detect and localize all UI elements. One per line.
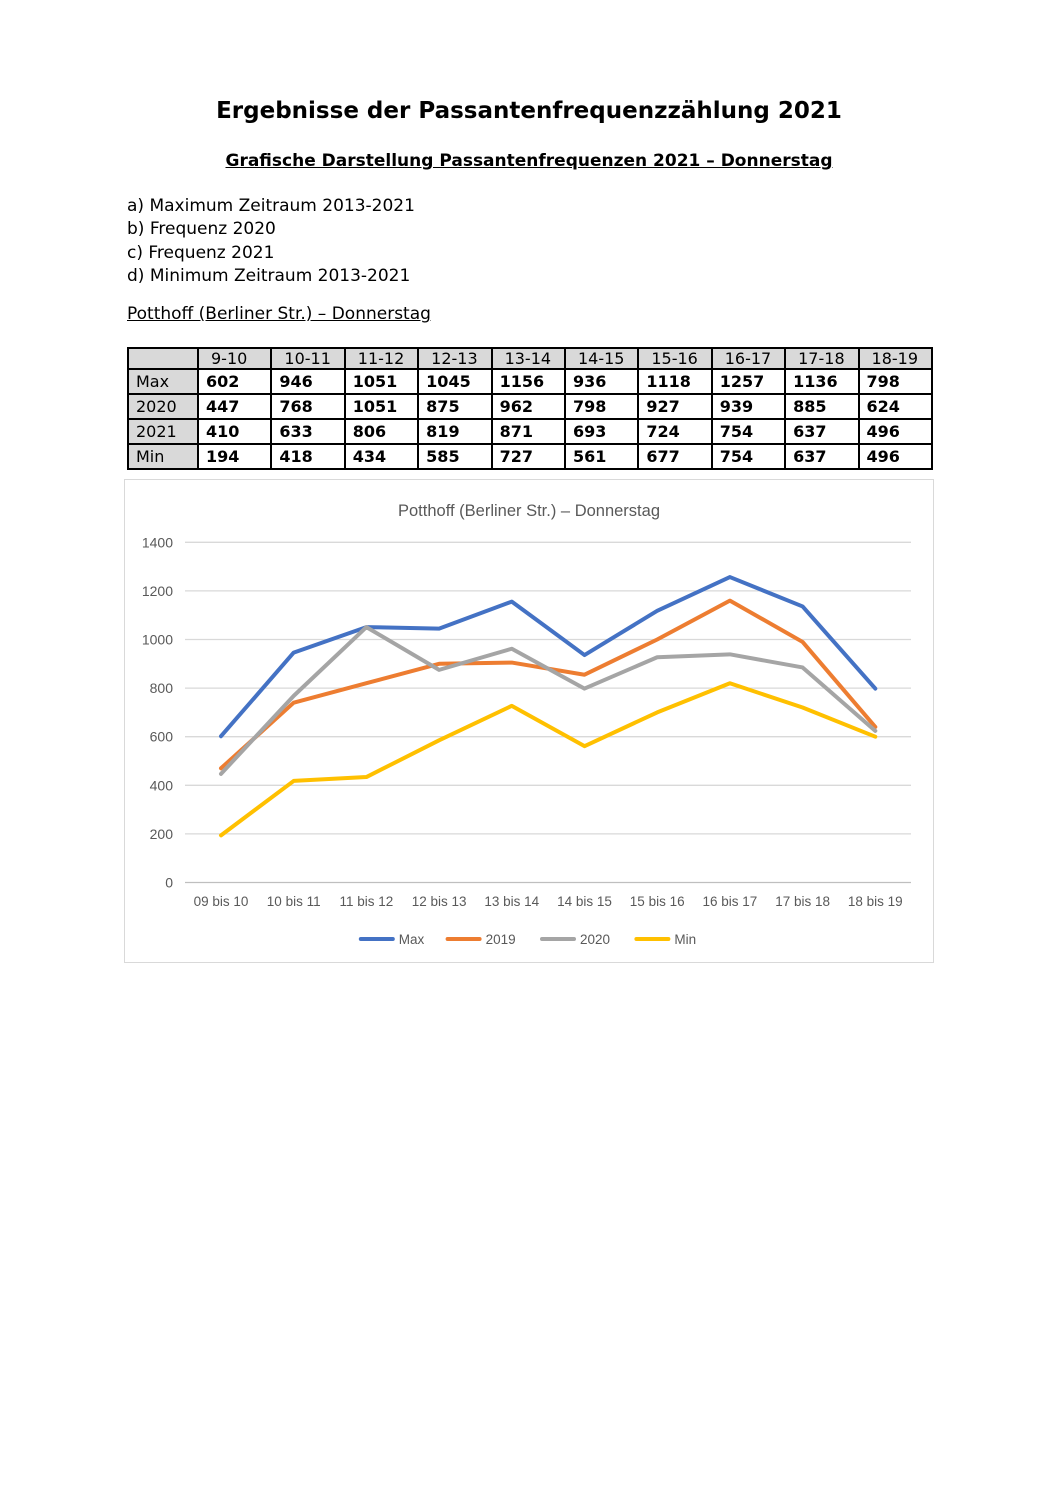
table-cell: 194	[198, 444, 271, 469]
x-tick-label: 14 bis 15	[557, 894, 612, 909]
table-cell: 1136	[785, 369, 858, 394]
chart-y-axis	[142, 534, 173, 890]
x-tick-label: 15 bis 16	[629, 894, 685, 909]
table-row-label: Max	[128, 369, 198, 394]
table-column-header: 9-10	[198, 348, 271, 369]
table-cell: 561	[565, 444, 638, 469]
x-tick-label: 13 bis 14	[484, 894, 540, 909]
table-cell: 754	[712, 444, 785, 469]
table-row-2020	[128, 394, 932, 419]
table-cell: 1051	[345, 369, 418, 394]
table-cell: 936	[565, 369, 638, 394]
y-tick-label: 1200	[141, 582, 173, 599]
table-header	[128, 348, 932, 369]
table-cell: 819	[418, 419, 491, 444]
y-tick-label: 1400	[141, 534, 173, 551]
table-cell: 927	[638, 394, 711, 419]
table-cell: 585	[418, 444, 491, 469]
table-cell: 624	[859, 394, 932, 419]
list-item-a: a) Maximum Zeitraum 2013-2021	[127, 196, 415, 216]
x-tick-label: 09 bis 10	[193, 894, 249, 909]
page-title: Ergebnisse der Passantenfrequenzzählung 2021	[216, 98, 842, 124]
table-cell: 768	[271, 394, 344, 419]
line-chart	[124, 479, 934, 963]
table-cell: 1156	[492, 369, 565, 394]
chart-gridlines	[185, 542, 911, 882]
table-corner-cell	[128, 348, 198, 369]
table-cell: 798	[565, 394, 638, 419]
table-cell: 875	[418, 394, 491, 419]
table-cell: 798	[859, 369, 932, 394]
table-header-row	[128, 348, 932, 369]
table-cell: 633	[271, 419, 344, 444]
table-column-header: 12-13	[418, 348, 491, 369]
y-tick-label: 400	[149, 777, 173, 794]
section-heading: Potthoff (Berliner Str.) – Donnerstag	[127, 304, 431, 324]
table-row-label: 2021	[128, 419, 198, 444]
series-line-min	[221, 683, 875, 835]
table-cell: 677	[638, 444, 711, 469]
legend-label-2019: 2019	[485, 932, 516, 947]
table-cell: 946	[271, 369, 344, 394]
table-cell: 434	[345, 444, 418, 469]
y-tick-label: 1000	[141, 631, 173, 648]
table-cell: 871	[492, 419, 565, 444]
table-column-header: 18-19	[859, 348, 932, 369]
table-cell: 727	[492, 444, 565, 469]
x-tick-label: 11 bis 12	[339, 894, 394, 909]
y-tick-label: 0	[165, 874, 173, 891]
table-cell: 1051	[345, 394, 418, 419]
table-column-header: 14-15	[565, 348, 638, 369]
table-cell: 602	[198, 369, 271, 394]
series-line-2019	[221, 601, 875, 769]
x-tick-label: 18 bis 19	[847, 894, 903, 909]
series-description-list	[127, 195, 415, 288]
table-column-header: 13-14	[492, 348, 565, 369]
x-tick-label: 12 bis 13	[411, 894, 467, 909]
table-column-header: 17-18	[785, 348, 858, 369]
table-cell: 1045	[418, 369, 491, 394]
chart-legend	[361, 932, 696, 947]
legend-label-min: Min	[674, 932, 697, 947]
x-tick-label: 17 bis 18	[775, 894, 830, 909]
table-cell: 447	[198, 394, 271, 419]
table-cell: 1118	[638, 369, 711, 394]
table-cell: 693	[565, 419, 638, 444]
frequency-table	[127, 347, 933, 470]
table-column-header: 11-12	[345, 348, 418, 369]
table-cell: 637	[785, 444, 858, 469]
table-row-max	[128, 369, 932, 394]
series-line-max	[221, 577, 875, 736]
table-cell: 637	[785, 419, 858, 444]
table-cell: 496	[859, 419, 932, 444]
x-tick-label: 16 bis 17	[702, 894, 758, 909]
table-row-2021	[128, 419, 932, 444]
table-cell: 806	[345, 419, 418, 444]
table-cell: 754	[712, 419, 785, 444]
table-cell: 1257	[712, 369, 785, 394]
legend-label-max: Max	[398, 932, 425, 947]
table-row-label: Min	[128, 444, 198, 469]
table-body	[128, 369, 932, 469]
y-tick-label: 600	[149, 728, 173, 745]
table-cell: 885	[785, 394, 858, 419]
y-tick-label: 200	[149, 825, 173, 842]
table-column-header: 15-16	[638, 348, 711, 369]
table-cell: 410	[198, 419, 271, 444]
table-cell: 962	[492, 394, 565, 419]
chart-series	[221, 577, 875, 835]
table-cell: 724	[638, 419, 711, 444]
table-column-header: 16-17	[712, 348, 785, 369]
chart-canvas	[125, 480, 933, 962]
table-row-label: 2020	[128, 394, 198, 419]
legend-label-2020: 2020	[580, 932, 611, 947]
chart-title: Potthoff (Berliner Str.) – Donnerstag	[398, 502, 660, 520]
table-row-min	[128, 444, 932, 469]
list-item-d: d) Minimum Zeitraum 2013-2021	[127, 265, 411, 286]
list-item-c: c) Frequenz 2021	[127, 242, 275, 263]
table-cell: 496	[859, 444, 932, 469]
x-tick-label: 10 bis 11	[266, 894, 321, 909]
y-tick-label: 800	[149, 680, 173, 697]
table-column-header: 10-11	[271, 348, 344, 369]
table-cell: 939	[712, 394, 785, 419]
chart-x-axis	[194, 894, 903, 909]
table-cell: 418	[271, 444, 344, 469]
page-subtitle: Grafische Darstellung Passantenfrequenzen 2021 – Donnerstag	[225, 151, 833, 171]
list-item-b: b) Frequenz 2020	[127, 219, 276, 240]
